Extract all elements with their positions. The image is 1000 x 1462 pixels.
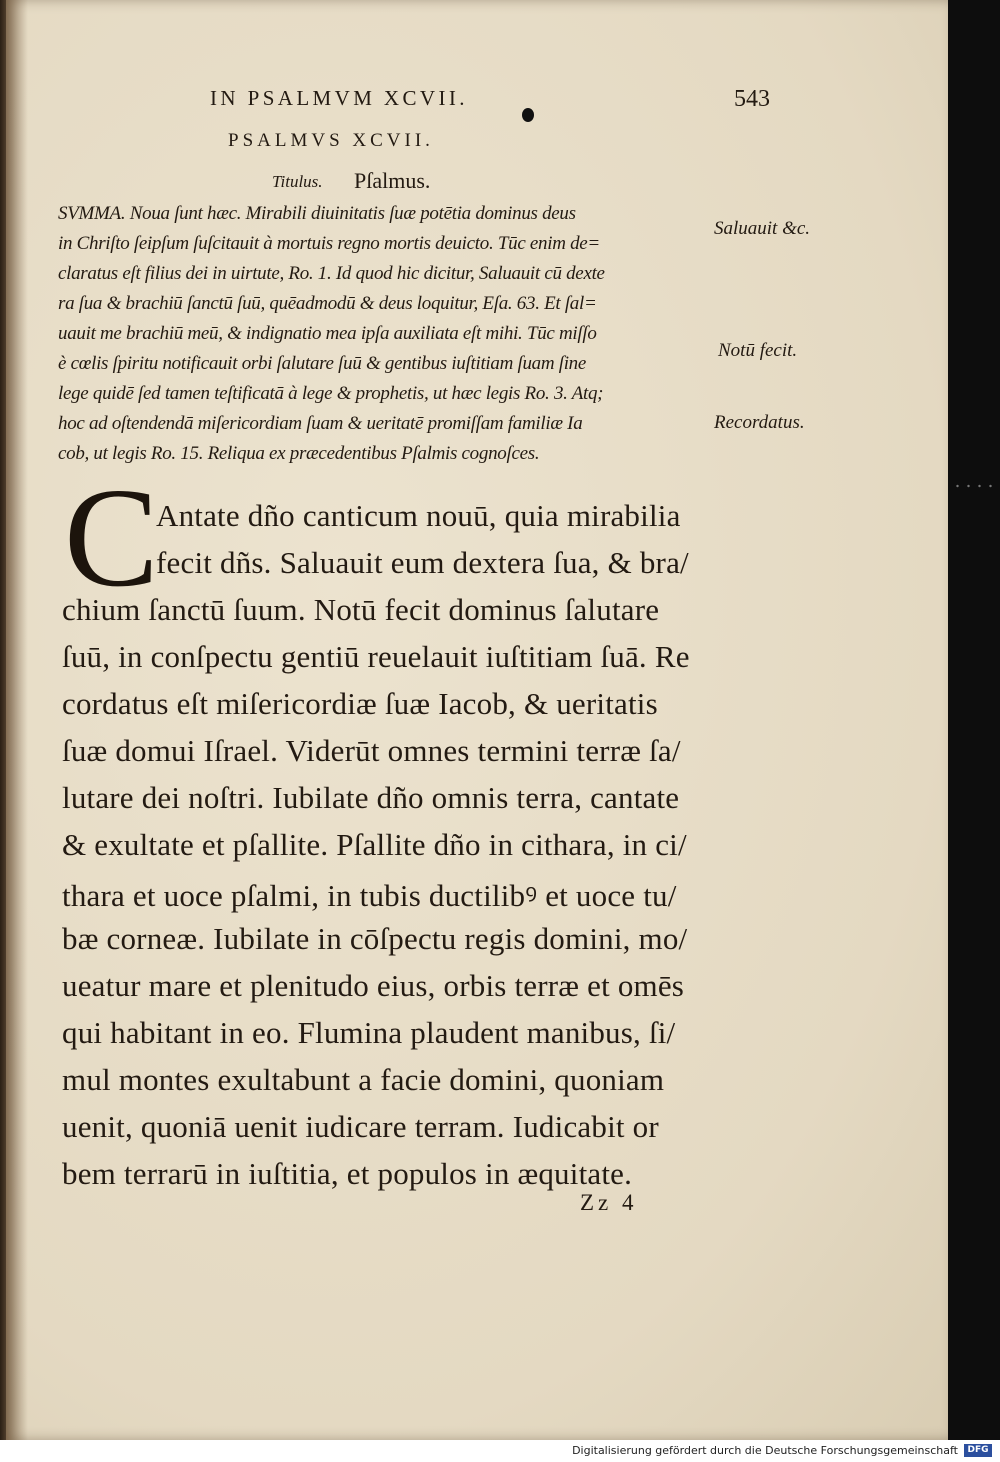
- summa-line: uauit me brachiū meū, & indignatio mea ipſa auxiliata eſt mihi. Tūc miſſo: [58, 323, 597, 344]
- psalm-line: mul montes exultabunt a facie domini, quoniam: [62, 1062, 665, 1097]
- book-page: [6, 0, 948, 1440]
- psalm-line: cordatus eſt miſericordiæ ſuæ Iacob, & ueritatis: [62, 686, 658, 721]
- signature-mark: Zz 4: [580, 1190, 638, 1215]
- psalm-line: bæ corneæ. Iubilate in cōſpectu regis domini, mo/: [62, 921, 688, 956]
- psalm-line: chium ſanctū ſuum. Notū fecit dominus ſalutare: [62, 592, 660, 627]
- psalm-line: qui habitant in eo. Flumina plaudent manibus, ſi/: [62, 1015, 676, 1050]
- titulus-value: Pſalmus.: [354, 168, 431, 193]
- scan-edge-dots: [952, 484, 996, 488]
- summa-line: hoc ad oſtendendā miſericordiam ſuam & ueritatē promiſſam familiæ Ia: [58, 413, 583, 434]
- psalm-line: uenit, quoniā uenit iudicare terram. Iudicabit or: [62, 1109, 659, 1144]
- summa-line: in Chriſto ſeipſum ſuſcitauit à mortuis regno mortis deuicto. Tūc enim de=: [58, 233, 600, 254]
- funding-credit: Digitalisierung gefördert durch die Deutsche Forschungsgemeinschaft: [572, 1444, 958, 1457]
- summa-line: claratus eſt filius dei in uirtute, Ro. 1. Id quod hic dicitur, Saluauit cū dexte: [58, 263, 605, 284]
- psalm-line: ſuū, in conſpectu gentiū reuelauit iuſtitiam ſuā. Re: [62, 639, 690, 674]
- psalm-line: ueatur mare et plenitudo eius, orbis terræ et omēs: [62, 968, 685, 1003]
- psalm-line: Antate dño canticum nouū, quia mirabilia: [156, 498, 681, 533]
- running-head: IN PSALMVM XCVII.: [210, 86, 468, 110]
- page-number: 543: [734, 86, 770, 112]
- psalm-line: fecit dñs. Saluauit eum dextera ſua, & bra/: [156, 545, 689, 580]
- margin-note: Recordatus.: [714, 412, 805, 433]
- footer-bar: [0, 1440, 1000, 1462]
- drop-cap-initial: C: [64, 458, 159, 616]
- summa-line: è cœlis ſpiritu notificauit orbi ſalutare ſuū & gentibus iuſtitiam ſuam ſine: [58, 353, 587, 374]
- margin-note: Notū fecit.: [718, 340, 798, 361]
- titulus-label: Titulus.: [272, 172, 323, 191]
- psalm-line: ſuæ domui Iſrael. Viderūt omnes termini terræ ſa/: [62, 733, 681, 768]
- summa-line: lege quidē ſed tamen teſtificatā à lege & prophetis, ut hæc legis Ro. 3. Atq;: [58, 383, 604, 404]
- summa-line: cob, ut legis Ro. 15. Reliqua ex præcedentibus Pſalmis cognoſces.: [58, 443, 540, 464]
- psalm-line: thara et uoce pſalmi, in tubis ductilibꝰ et uoce tu/: [62, 878, 677, 913]
- dfg-logo-icon: DFG: [964, 1444, 992, 1457]
- psalm-line: & exultate et pſallite. Pſallite dño in cithara, in ci/: [62, 827, 687, 862]
- psalm-line: lutare dei noſtri. Iubilate dño omnis terra, cantate: [62, 780, 680, 815]
- summa-line: ra ſua & brachiū ſanctū ſuū, quēadmodū & deus loquitur, Eſa. 63. Et ſal=: [58, 293, 597, 314]
- ink-blot: [522, 108, 534, 122]
- psalm-line: bem terrarū in iuſtitia, et populos in æquitate.: [62, 1156, 633, 1191]
- margin-note: Saluauit &c.: [714, 218, 811, 239]
- page-gutter-shadow: [6, 0, 28, 1440]
- summa-line: SVMMA. Noua ſunt hæc. Mirabili diuinitatis ſuæ potētia dominus deus: [58, 203, 576, 224]
- psalm-heading: PSALMVS XCVII.: [228, 130, 434, 151]
